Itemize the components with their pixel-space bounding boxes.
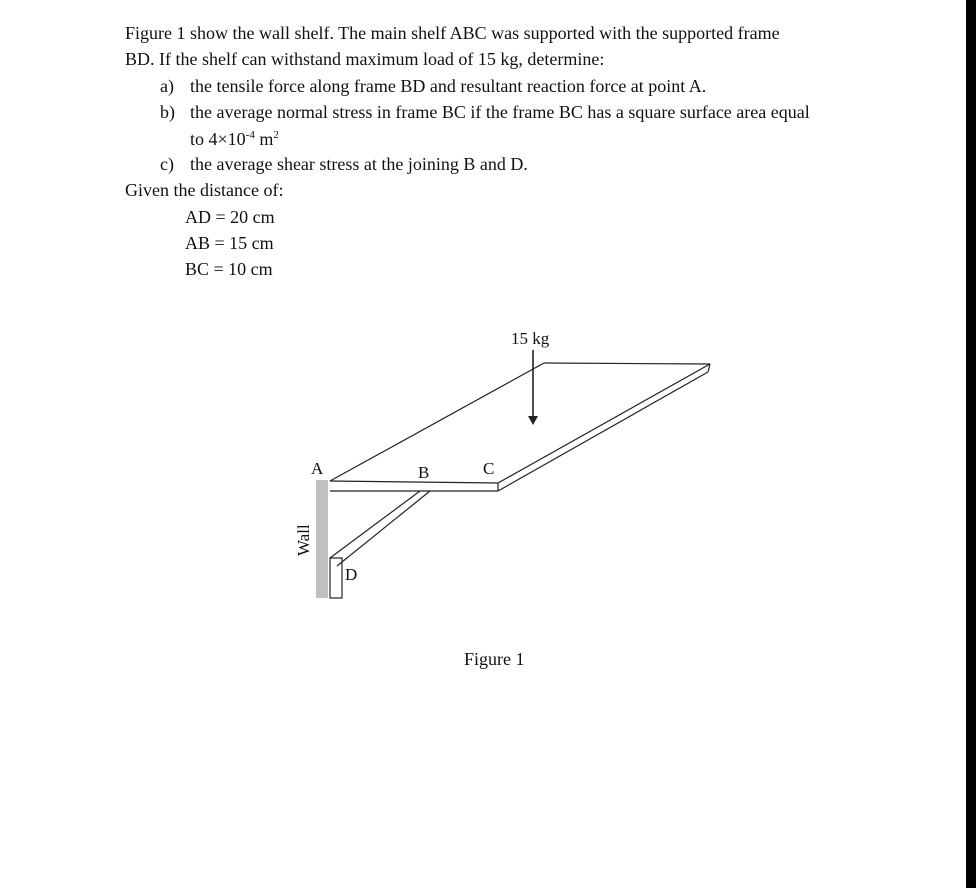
part-b-marker: b) xyxy=(160,102,175,122)
distance-bc: BC = 10 cm xyxy=(185,259,273,279)
part-a-marker: a) xyxy=(160,76,174,96)
distance-ab: AB = 15 cm xyxy=(185,233,274,253)
area-unit: m xyxy=(259,129,274,149)
figure-caption: Figure 1 xyxy=(464,649,525,669)
area-exponent: -4 xyxy=(245,129,255,141)
distance-ad: AD = 20 cm xyxy=(185,207,275,227)
part-a-text: the tensile force along frame BD and resultant reaction force at point A. xyxy=(190,76,707,96)
load-arrow xyxy=(528,350,538,425)
intro-line-1: Figure 1 show the wall shelf. The main shelf ABC was supported with the supported frame xyxy=(125,23,780,43)
wall xyxy=(316,480,328,598)
point-a-label: A xyxy=(311,459,324,478)
area-base: to 4×10 xyxy=(190,129,246,149)
wall-label: Wall xyxy=(294,524,313,556)
point-b-label: B xyxy=(418,463,430,482)
part-c-marker: c) xyxy=(160,154,174,174)
given-title: Given the distance of: xyxy=(125,180,284,200)
strut-bd xyxy=(330,491,430,566)
point-d-label: D xyxy=(345,565,358,584)
part-b-text: the average normal stress in frame BC if the frame BC has a square surface area equal xyxy=(190,102,810,122)
part-c-text: the average shear stress at the joining B and D. xyxy=(190,154,528,174)
shelf-surface xyxy=(330,363,710,491)
point-c-label: C xyxy=(483,459,495,478)
load-label: 15 kg xyxy=(511,329,550,348)
area-unit-exponent: 2 xyxy=(273,129,279,141)
beam-abc xyxy=(330,481,498,491)
intro-line-2: BD. If the shelf can withstand maximum load of 15 kg, determine: xyxy=(125,49,605,69)
